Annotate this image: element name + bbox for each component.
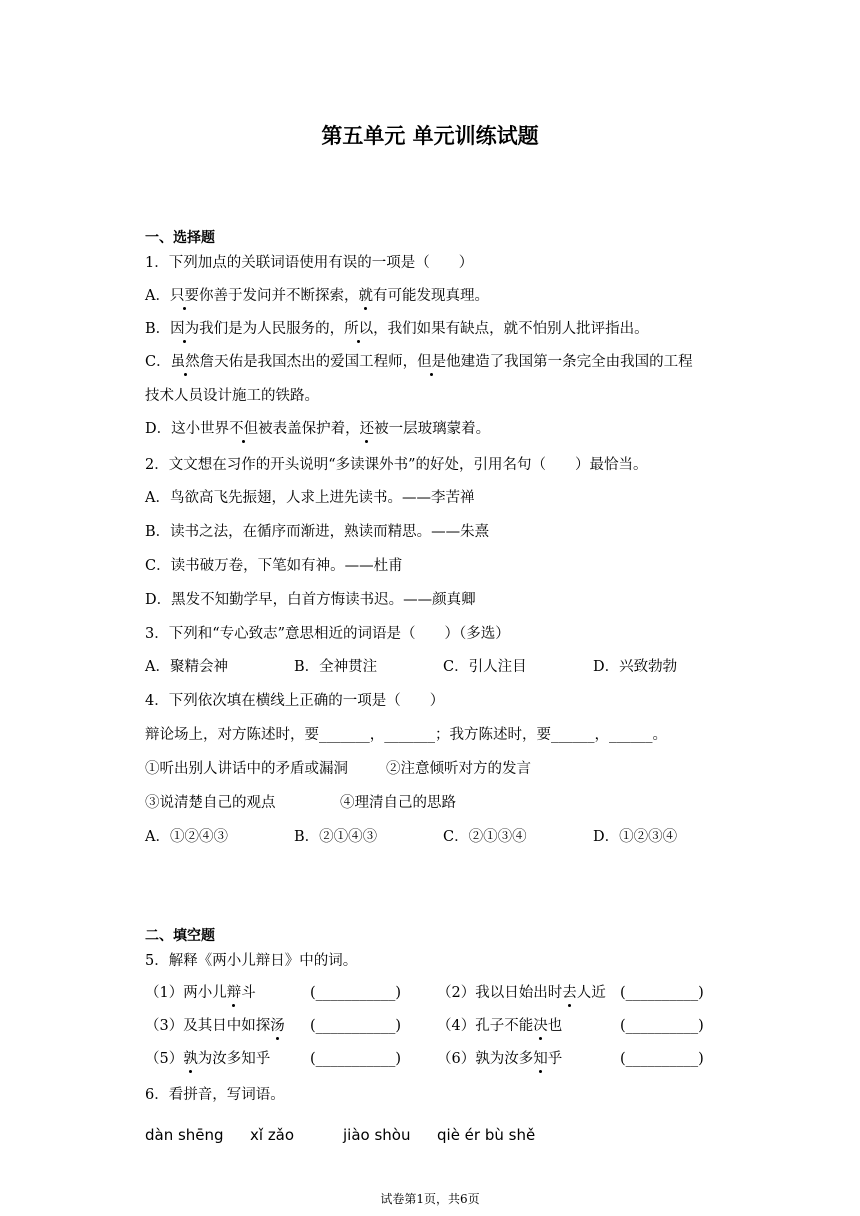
question-5-item-6: （6）孰为汝多知乎: [437, 1051, 563, 1067]
dotted-word: 但是: [417, 354, 447, 370]
question-1-option-a: A．只要你善于发问并不断探索，就有可能发现真理。: [145, 288, 489, 304]
question-4-stem: 4．下列依次填在横线上正确的一项是（ ）: [145, 693, 445, 709]
question-1-option-c: C．虽然詹天佑是我国杰出的爱国工程师，但是他建造了我国第一条完全由我国的工程: [145, 354, 693, 370]
question-1-stem: 1．下列加点的关联词语使用有误的一项是（ ）: [145, 255, 474, 271]
dotted-word: 还: [359, 421, 375, 437]
question-1-option-b: B．因为我们是为人民服务的，所以，我们如果有缺点，就不怕别人批评指出。: [145, 321, 649, 337]
question-5-item-2: （2）我以日始出时去人近: [437, 985, 606, 1001]
question-4-item-3: ③说清楚自己的观点: [145, 795, 276, 811]
question-2-option-b: B．读书之法，在循序而渐进，熟读而精思。——朱熹: [145, 524, 490, 540]
answer-blank[interactable]: (___________): [310, 1051, 402, 1067]
question-2-stem: 2．文文想在习作的开头说明“多读课外书”的好处，引用名句（ ）最恰当。: [145, 457, 648, 473]
question-4-sentence: 辩论场上，对方陈述时，要_______，_______；我方陈述时，要______，______。: [145, 727, 667, 743]
question-3-option-a: A．聚精会神: [145, 659, 228, 675]
question-3-option-b: B．全神贯注: [294, 659, 378, 675]
question-4-option-c: C．②①③④: [443, 829, 527, 845]
question-4-option-d: D．①②③④: [593, 829, 678, 845]
section-heading-fill: 二、填空题: [145, 928, 215, 944]
question-4-option-b: B．②①④③: [294, 829, 378, 845]
blank: ______: [609, 727, 653, 743]
question-1-option-c-cont: 技术人员设计施工的铁路。: [145, 388, 319, 404]
question-5-item-3: （3）及其日中如探汤: [145, 1018, 285, 1034]
answer-blank[interactable]: (__________): [620, 1018, 704, 1034]
dotted-word: 虽然: [170, 354, 200, 370]
question-4-item-1: ①听出别人讲话中的矛盾或漏洞: [145, 761, 348, 777]
blank: _______: [319, 727, 370, 743]
answer-blank[interactable]: (__________): [620, 985, 704, 1001]
question-2-option-d: D．黑发不知勤学早，白首方悔读书迟。——颜真卿: [145, 592, 476, 608]
dotted-word: 不但: [229, 421, 259, 437]
page-footer: 试卷第1页，共6页: [380, 1192, 480, 1206]
blank: ______: [551, 727, 595, 743]
question-1-option-d: D．这小世界不但被表盖保护着，还被一层玻璃蒙着。: [145, 421, 491, 437]
pinyin-3: jiào shòu: [343, 1126, 411, 1144]
section-heading-choice: 一、选择题: [145, 230, 215, 246]
dotted-word: 所以: [344, 321, 374, 337]
answer-blank[interactable]: (__________): [620, 1051, 704, 1067]
pinyin-1: dàn shēng: [145, 1126, 224, 1144]
question-5-item-5: （5）孰为汝多知乎: [145, 1051, 271, 1067]
question-2-option-c: C．读书破万卷，下笔如有神。——杜甫: [145, 558, 403, 574]
question-3-stem: 3．下列和“专心致志”意思相近的词语是（ ）（多选）: [145, 626, 510, 642]
question-4-item-2: ②注意倾听对方的发言: [386, 761, 531, 777]
dotted-word: 因为: [170, 321, 200, 337]
question-5-item-4: （4）孔子不能决也: [437, 1018, 563, 1034]
pinyin-2: xǐ zǎo: [250, 1126, 295, 1144]
pinyin-4: qiè ér bù shě: [437, 1126, 536, 1144]
answer-blank[interactable]: (___________): [310, 985, 402, 1001]
question-3-option-c: C．引人注目: [443, 659, 527, 675]
page-title: 第五单元 单元训练试题: [321, 124, 539, 148]
question-3-option-d: D．兴致勃勃: [593, 659, 678, 675]
question-4-item-4: ④理清自己的思路: [340, 795, 456, 811]
question-5-item-1: （1）两小儿辩斗: [145, 985, 256, 1001]
dotted-word: 就: [358, 288, 373, 304]
question-4-option-a: A．①②④③: [145, 829, 228, 845]
blank: _______: [384, 727, 435, 743]
question-6-stem: 6．看拼音，写词语。: [145, 1087, 285, 1103]
dotted-word: 只要: [169, 288, 199, 304]
question-2-option-a: A．鸟欲高飞先振翅，人求上进先读书。——李苦禅: [145, 490, 475, 506]
question-5-stem: 5．解释《两小儿辩日》中的词。: [145, 953, 358, 969]
answer-blank[interactable]: (___________): [310, 1018, 402, 1034]
